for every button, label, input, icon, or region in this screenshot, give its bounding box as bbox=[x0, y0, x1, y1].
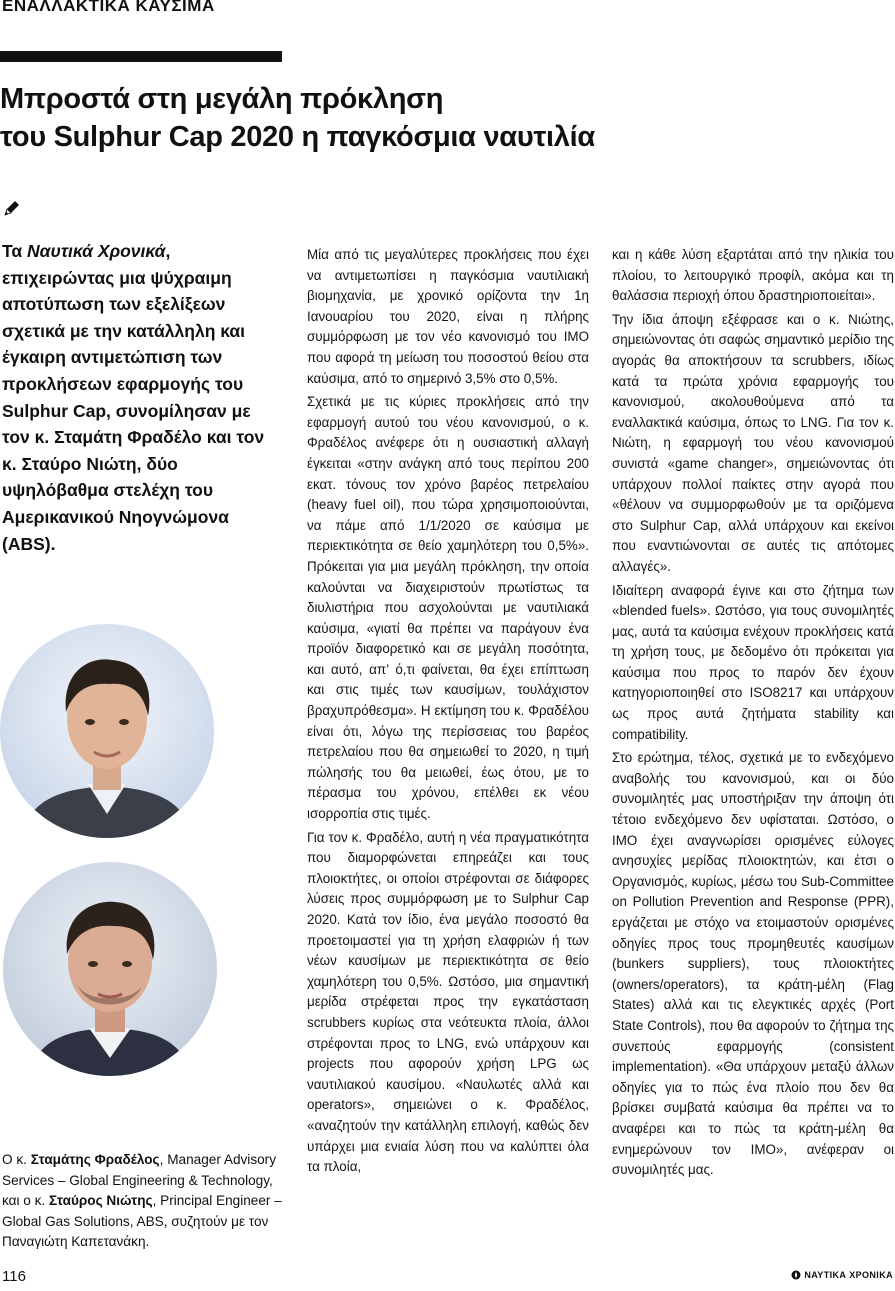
photo-caption bbox=[2, 1150, 292, 1253]
pen-icon bbox=[2, 198, 22, 218]
page-number: 116 bbox=[2, 1268, 26, 1285]
caption-text-2: , Manager Advisory Services – Global Engineering & Technology, και ο κ. bbox=[2, 1152, 276, 1209]
brand-name: ΝΑΥΤΙΚΑ ΧΡΟΝΙΚΑ bbox=[804, 1270, 893, 1280]
portrait-stavros-niotis bbox=[3, 862, 217, 1076]
lead-publication: Ναυτικά Χρονικά bbox=[27, 241, 166, 261]
lead-prefix: Τα bbox=[2, 241, 28, 261]
paragraph: Στο ερώτημα, τέλος, σχετικά με το ενδεχόμενο αναβολής του κανονισμού, και οι δύο συνομιλητές μας υποστήριξαν την άποψη ότι τέτοιο ενδεχόμενο δεν υφίσταται. Ωστόσο, ο ΙΜΟ έχει αναγνωρίσει ορισμένες εύλογες ανησυχίες μερίδας πλοιοκτητών, και έτσι ο Οργανισμός, κυρίως, μέσω του Sub-Committee on Pollution Prevention and Response (PPR), εργάζεται με στόχο να ετοιμαστούν ορισμένες οδηγίες προς τους προμηθευτές καυσίμων (bunkers suppliers), τους πλοιοκτήτες (owners/operators), τα κράτη-μέλη (Flag States) αλλά και τις ελεγκτικές αρχές (Port State Controls), που θα αφορούν το ζήτημα της συνεπούς εφαρμογής (consistent implementation). «Θα υπάρχουν μεταξύ άλλων οδηγίες για το πώς ένα πλοίο που δεν θα βρίσκει συμβατά καύσιμα θα πρέπει να το αναφέρει και το πώς τα κράτη-μέλη θα ενημερώνουν τον ΙΜΟ», ανέφεραν οι συνομιλητές μας. bbox=[612, 750, 894, 1178]
publication-brand bbox=[791, 1270, 893, 1280]
article-headline bbox=[0, 80, 895, 156]
caption-name-2: Σταύρος Νιώτης bbox=[48, 1193, 153, 1209]
caption-name-1: Σταμάτης Φραδέλος bbox=[30, 1152, 160, 1167]
compass-icon bbox=[791, 1270, 801, 1280]
article-column-2 bbox=[612, 245, 894, 1184]
portrait-stamatis-fradelos bbox=[0, 624, 214, 838]
paragraph: Για τον κ. Φραδέλο, αυτή η νέα πραγματικότητα που διαμορφώνεται επηρεάζει και τους πλοιοκτήτες, οι οποίοι στρέφονται σε διάφορες λύσεις προς συμμόρφωση με το Sulphur Cap 2020. Κατά τον ίδιο, ένα μεγάλο ποσοστό θα προετοιμαστεί για τη χρήση ελαφριών ή των νέων καυσίμων με περιεκτικότητα σε θείο χαμηλότερη του 0,5%. Ωστόσο, μια σημαντική μερίδα στρέφεται προς την εγκατάσταση scrubbers κυρίως στα νεότευκτα πλοία, άλλοι στρέφονται προς το LNG, ενώ υπάρχουν και projects που αφορούν χρήση LPG ως ναυτιλιακού καυσίμου. «Ναυλωτές αλλά και operators», σημειώνει ο κ. Φραδέλος, «αναζητούν την κατάλληλη επιλογή, καθώς δεν υπάρχει μια ενιαία λύση που να καλύπτει όλα τα πλοία, bbox=[307, 829, 589, 1175]
section-rule bbox=[0, 51, 282, 62]
section-label: ΕΝΑΛΛΑΚΤΙΚΑ ΚΑΥΣΙΜΑ bbox=[2, 0, 215, 15]
caption-text-1: Ο κ. bbox=[2, 1152, 31, 1167]
paragraph: Ιδιαίτερη αναφορά έγινε και στο ζήτημα των «blended fuels». Ωστόσο, για τους συνομιλητές μας, αυτά τα καύσιμα ενέχουν προκλήσεις κατά τη χρήση τους, με δεδομένο ότι πρόκειται για καύσιμα που προς το παρόν δεν έχουν κατηγοριοποιηθεί στο ISO8217 και υπάρχουν ως προς αυτά ζητήματα stability και compatibility. bbox=[612, 582, 894, 742]
caption-text-3: , Principal Engineer – Global Gas Solutions, ABS, συζητούν με τον Παναγιώτη Καπετανάκη. bbox=[2, 1193, 282, 1250]
paragraph: Μία από τις μεγαλύτερες προκλήσεις που έχει να αντιμετωπίσει η παγκόσμια ναυτιλιακή βιομηχανία, με χρονικό ορίζοντα την 1η Ιανουαρίου του 2020, είναι η πλήρης συμμόρφωση με τον νέο κανονισμό του ΙΜΟ που αφορά τη μείωση του ποσοστού θείου στα καύσιμα, από το σημερινό 3,5% στο 0,5%. bbox=[307, 247, 589, 386]
paragraph: Σχετικά με τις κύριες προκλήσεις από την εφαρμογή αυτού του νέου κανονισμού, ο κ. Φραδέλος ανέφερε ότι η ουσιαστική αλλαγή έγκειται «στην ανάγκη από τους περίπου 200 εκατ. τόνους τον χρόνο βαρέος πετρελαίου (heavy fuel oil), που τώρα χρησιμοποιούνται, να πάμε από 1/1/2020 σε καύσιμα με περιεκτικότητα σε θείο χαμηλότερη του 0,5%». Πρόκειται για μια μεγάλη πρόκληση, την οποία καλούνται να διαχειριστούν πρωτίστως τα διυλιστήρια που ασχολούνται με ναυτιλιακά καύσιμα, «γιατί θα πρέπει να παράγουν ένα προϊόν διαφορετικό και σε μεγάλη ποσότητα, και αυτό, απ’ ό,τι φαίνεται, θα έχει επίπτωση και στις τιμές των καυσίμων, τουλάχιστον βραχυπρόθεσμα». Η εκτίμηση του κ. Φραδέλου είναι ότι, λόγω της περίσσειας του βαρέος πετρελαίου που θα σημειωθεί το 2020, η τιμή πώλησής του θα μειωθεί, έως ότου, με το πέρασμα του χρόνου, επέλθει εκ νέου ισορροπία στις τιμές. bbox=[307, 394, 589, 822]
paragraph: και η κάθε λύση εξαρτάται από την ηλικία του πλοίου, το λειτουργικό προφίλ, ακόμα και τη θαλάσσια περιοχή όπου δραστηριοποιείται». bbox=[612, 247, 894, 304]
paragraph: Την ίδια άποψη εξέφρασε και ο κ. Νιώτης, σημειώνοντας ότι σαφώς σημαντικό μερίδιο της αγοράς θα αποκτήσουν τα scrubbers, ιδίως κατά τα πρώτα χρόνια εφαρμογής του κανονισμού, ακολουθούμενα από τα εναλλακτικά καύσιμα, όπως το LNG. Για τον κ. Νιώτη, η εφαρμογή του νέου κανονισμού συνιστά «game changer», σημειώνοντας ότι υπάρχουν πολλοί παίκτες στην αγορά που «θέλουν να συμμορφωθούν με τα οριζόμενα στο Sulphur Cap, αλλά υπάρχουν και εκείνοι που εναντιώνονται σε αυτές τις απότομες αλλαγές». bbox=[612, 311, 894, 574]
lead-text: , επιχειρώντας μια ψύχραιμη αποτύπωση των εξελίξεων σχετικά με την κατάλληλη και έγκαιρη αντιμετώπιση των προκλήσεων εφαρμογής του Sulphur Cap, συνομίλησαν με τον κ. Σταμάτη Φραδέλο και τον κ. Σταύρο Νιώτη, δύο υψηλόβαθμα στελέχη του Αμερικανικού Νηογνώμονα (ABS). bbox=[2, 241, 265, 554]
headline-line-1: Μπροστά στη μεγάλη πρόκληση bbox=[0, 83, 444, 115]
headline-line-2: του Sulphur Cap 2020 η παγκόσμια ναυτιλία bbox=[0, 121, 595, 153]
article-column-1 bbox=[307, 245, 589, 1181]
article-lead bbox=[2, 238, 277, 557]
